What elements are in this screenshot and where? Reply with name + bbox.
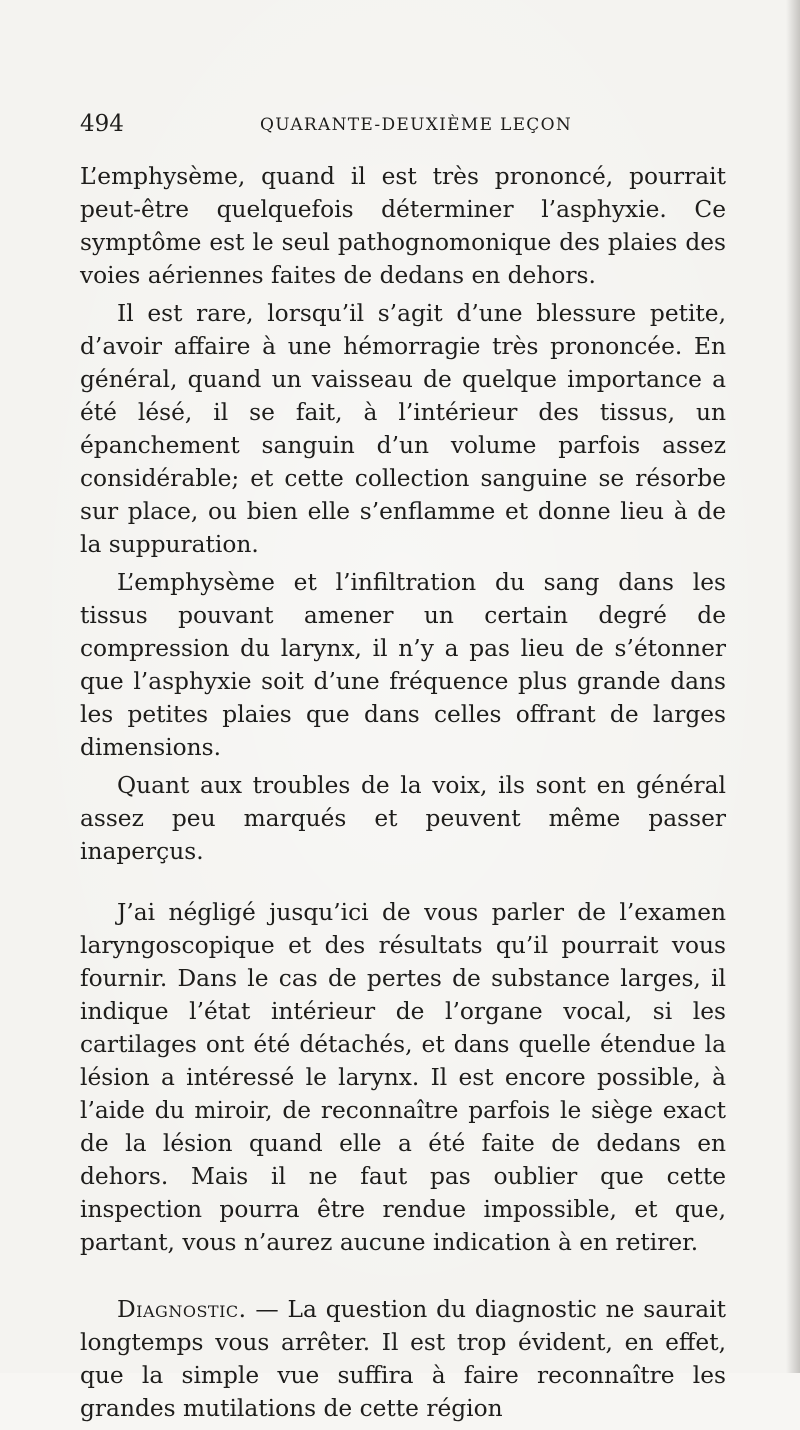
paragraph-hemorrhage: Il est rare, lorsqu’il s’agit d’une blessure petite, d’avoir affaire à une hémorragie très prononcée. En général, quand un vaisseau de quelque importance a été lésé, il se fait, à l’intérieur des tissus, un épanchement sanguin d’un volume parfois assez considérable; et cette collection sanguine se résorbe sur place, ou bien elle s’enflamme et donne lieu à de la suppuration. — [80, 300, 726, 558]
paragraph-laryngoscopy: J’ai négligé jusqu’ici de vous parler de l’examen laryngoscopique et des résultats qu’il pourrait vous fournir. Dans le cas de pertes de substance larges, il indique l’état intérieur de l’organe vocal, si les cartilages ont été détachés, et dans quelle étendue la lésion a intéressé le larynx. Il est encore possible, à l’aide du miroir, de reconnaître parfois le siège exact de la lésion quand elle a été faite de dedans en dehors. Mais il ne faut pas oublier que cette inspection pourra être rendue impossible, et que, partant, vous n’aurez aucune indication à en retirer. — [80, 899, 726, 1256]
diagnostic-text: — La question du diagnostic ne saurait longtemps vous arrêter. Il est trop évident, en effet, que la simple vue suffira à faire reconnaître les grandes mutilations de cette région — [80, 1296, 726, 1422]
page-number: 494 — [80, 111, 124, 137]
paragraph-asphyxia: L’emphysème et l’infiltration du sang dans les tissus pouvant amener un certain degré de compression du larynx, il n’y a pas lieu de s’étonner que l’asphyxie soit d’une fréquence plus grande dans les petites plaies que dans celles offrant de larges dimensions. — [80, 569, 726, 761]
page-edge-shadow — [786, 0, 800, 1373]
body-text — [80, 160, 726, 1430]
paragraph-diagnostic — [80, 1293, 726, 1425]
paragraph-emphysema: L’emphysème, quand il est très prononcé, pourrait peut-être quelquefois déterminer l’asphyxie. Ce symptôme est le seul pathognomonique des plaies des voies aériennes faites de dedans en dehors. — [80, 163, 726, 289]
paragraph-voice: Quant aux troubles de la voix, ils sont en général assez peu marqués et peuvent même passer inaperçus. — [80, 772, 726, 865]
page-header — [80, 107, 726, 143]
diagnostic-heading: Diagnostic. — [117, 1296, 247, 1323]
running-title: QUARANTE-DEUXIÈME LEÇON — [260, 115, 573, 135]
